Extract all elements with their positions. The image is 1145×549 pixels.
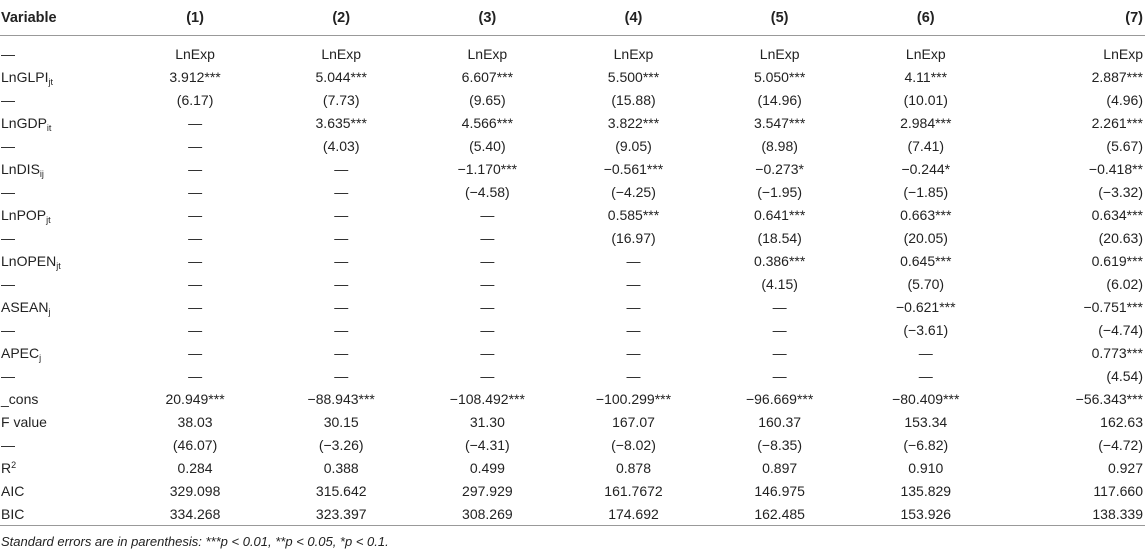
table-cell-col-1: — <box>188 229 203 246</box>
table-row <box>0 479 1145 502</box>
table-cell-col-7: LnExp <box>1103 45 1143 62</box>
row-label-subscript: it <box>46 122 52 133</box>
table-cell-col-1: — <box>188 252 203 269</box>
table-footnote: Standard errors are in parenthesis: ***p < 0.01, **p < 0.05, *p < 0.1. <box>1 534 389 549</box>
row-label <box>0 157 122 180</box>
row-label-subscript: j <box>48 306 51 317</box>
row-label-text: _cons <box>1 390 39 407</box>
table-cell-col-1: — <box>188 367 203 384</box>
table-cell-col-4: — <box>626 275 641 292</box>
table-cell-col-2: (7.73) <box>322 91 360 108</box>
header-col-6: (6) <box>853 0 999 36</box>
table-cell-col-3: 6.607*** <box>461 68 514 85</box>
row-label <box>0 36 122 66</box>
table-cell-col-1: — <box>188 137 203 154</box>
table-cell-col-2: 30.15 <box>323 413 359 430</box>
row-label <box>0 180 122 203</box>
table-cell-col-6: −0.244* <box>901 160 951 177</box>
table-cell-col-5: 3.547*** <box>753 114 806 131</box>
table-row <box>0 203 1145 226</box>
table-row <box>0 180 1145 203</box>
table-cell-col-1: — <box>188 321 203 338</box>
table-cell-col-4: (−8.02) <box>611 436 656 453</box>
table-cell-col-1: 0.284 <box>177 459 213 476</box>
table-cell-col-2: — <box>334 298 349 315</box>
row-label-subscript: jt <box>56 260 61 271</box>
row-label-text: — <box>1 91 15 108</box>
table-cell-col-2: — <box>334 344 349 361</box>
table-cell-col-4: (16.97) <box>611 229 656 246</box>
row-label-text: — <box>1 321 15 338</box>
row-label-text: LnGDP <box>1 114 47 131</box>
table-cell-col-6: 153.926 <box>853 502 999 526</box>
table-cell-col-1: — <box>188 275 203 292</box>
row-label <box>0 111 122 134</box>
table-cell-col-2: — <box>334 160 349 177</box>
table-cell-col-6: (7.41) <box>907 137 945 154</box>
table-cell-col-4: −0.561*** <box>603 160 664 177</box>
table-cell-col-7: 0.927 <box>1107 459 1143 476</box>
table-cell-col-1: (6.17) <box>176 91 214 108</box>
table-cell-col-1: — <box>188 160 203 177</box>
row-label <box>0 272 122 295</box>
table-cell-col-1: — <box>188 183 203 200</box>
table-cell-col-1: 20.949*** <box>165 390 225 407</box>
table-cell-col-3: (5.40) <box>469 137 506 154</box>
table-cell-col-6: (−6.82) <box>903 436 949 453</box>
table-cell-col-4: (15.88) <box>611 91 656 108</box>
table-cell-col-5: — <box>772 321 787 338</box>
row-label-subscript: jt <box>48 76 53 87</box>
row-label-text: — <box>1 436 15 453</box>
row-label <box>0 479 122 502</box>
table-cell-col-3: −108.492*** <box>449 390 525 407</box>
table-cell-col-5: LnExp <box>759 45 800 62</box>
table-cell-col-6: — <box>918 367 933 384</box>
table-cell-col-7: (−4.72) <box>1098 436 1143 453</box>
row-label <box>0 203 122 226</box>
table-cell-col-7: 0.634*** <box>1091 206 1143 223</box>
table-cell-col-3: — <box>480 298 495 315</box>
table-cell-col-2: — <box>334 229 349 246</box>
table-cell-col-1: — <box>188 298 203 315</box>
table-cell-col-7: (6.02) <box>1106 275 1143 292</box>
row-label <box>0 387 122 410</box>
row-label <box>0 249 122 272</box>
table-cell-col-2: 5.044*** <box>315 68 367 85</box>
table-cell-col-7: −56.343*** <box>1075 390 1143 407</box>
table-cell-col-4: 0.878 <box>615 459 652 476</box>
table-cell-col-3: 31.30 <box>469 413 505 430</box>
table-cell-col-6: 0.645*** <box>900 252 952 269</box>
row-label <box>0 88 122 111</box>
table-row <box>0 226 1145 249</box>
table-cell-col-6: 153.34 <box>904 413 948 430</box>
table-cell-col-7: (5.67) <box>1106 137 1143 154</box>
table-cell-col-5: (8.98) <box>761 137 798 154</box>
row-label-text: APEC <box>1 344 40 361</box>
table-cell-col-6: 2.984*** <box>900 114 952 131</box>
table-cell-col-6: LnExp <box>905 45 946 62</box>
table-cell-col-1: (46.07) <box>172 436 218 453</box>
table-row <box>0 295 1145 318</box>
table-cell-col-6: −0.621*** <box>895 298 956 315</box>
table-row <box>0 433 1145 456</box>
table-cell-col-4: — <box>626 321 641 338</box>
table-cell-col-3: LnExp <box>467 45 508 62</box>
row-label <box>0 502 122 526</box>
table-cell-col-5: — <box>772 344 787 361</box>
header-col-3: (3) <box>414 0 560 36</box>
table-cell-col-2: 3.635*** <box>315 114 367 131</box>
table-cell-col-5: 0.897 <box>762 459 798 476</box>
table-cell-col-2: — <box>334 206 349 223</box>
row-label-subscript: j <box>39 352 42 363</box>
table-cell-col-2: — <box>334 183 349 200</box>
table-row <box>0 65 1145 88</box>
header-col-7: (7) <box>999 0 1145 36</box>
row-label-subscript: jt <box>46 214 51 225</box>
table-cell-col-1: LnExp <box>175 45 215 62</box>
table-cell-col-4: 0.585*** <box>607 206 660 223</box>
table-cell-col-2: −88.943*** <box>307 390 375 407</box>
table-cell-col-5: 160.37 <box>758 413 802 430</box>
table-cell-col-6: (−3.61) <box>903 321 949 338</box>
table-cell-col-1: 334.268 <box>122 502 268 526</box>
table-cell-col-3: — <box>480 206 495 223</box>
table-cell-col-3: — <box>480 229 495 246</box>
header-col-5: (5) <box>707 0 853 36</box>
table-cell-col-3: −1.170*** <box>457 160 518 177</box>
row-label-text: BIC <box>1 505 25 522</box>
table-row <box>0 134 1145 157</box>
table-cell-col-1: 38.03 <box>177 413 213 430</box>
table-cell-col-5: — <box>772 367 787 384</box>
row-label <box>0 318 122 341</box>
table-cell-col-5: (14.96) <box>757 91 802 108</box>
row-label-text: — <box>1 183 15 200</box>
table-cell-col-2: (4.03) <box>322 137 360 154</box>
table-cell-col-3: — <box>480 367 495 384</box>
table-cell-col-7: 2.887*** <box>1091 68 1143 85</box>
table-cell-col-5: 0.641*** <box>753 206 806 223</box>
row-label <box>0 226 122 249</box>
table-cell-col-5: 162.485 <box>707 502 853 526</box>
row-label <box>0 341 122 364</box>
table-row <box>0 272 1145 295</box>
table-cell-col-7: (4.54) <box>1106 367 1143 384</box>
table-cell-col-3: (9.65) <box>469 91 506 108</box>
header-col-4: (4) <box>560 0 706 36</box>
table-cell-col-4: — <box>626 367 641 384</box>
table-cell-col-2: LnExp <box>321 45 362 62</box>
row-label-text: ASEAN <box>1 298 49 315</box>
table-cell-col-6: −80.409*** <box>892 390 960 407</box>
table-cell-col-5: 0.386*** <box>753 252 806 269</box>
table-cell-col-4: — <box>626 252 641 269</box>
table-row <box>0 364 1145 387</box>
table-cell-col-6: (−1.85) <box>903 183 949 200</box>
table-cell-col-5: (4.15) <box>761 275 798 292</box>
table-cell-col-4: 3.822*** <box>607 114 660 131</box>
table-cell-col-6: (5.70) <box>907 275 945 292</box>
table-cell-col-6: 4.11*** <box>904 68 948 85</box>
table-cell-col-2: — <box>334 252 349 269</box>
row-label-text: — <box>1 229 15 246</box>
table-body <box>0 36 1145 526</box>
table-cell-col-1: — <box>188 344 203 361</box>
table-cell-col-4: 161.7672 <box>604 482 663 499</box>
row-label-text: F value <box>1 413 47 430</box>
table-cell-col-3: (−4.31) <box>464 436 510 453</box>
table-cell-col-7: 138.339 <box>999 502 1145 526</box>
table-cell-col-1: — <box>188 114 203 131</box>
table-cell-col-5: −96.669*** <box>745 390 814 407</box>
table-cell-col-4: 5.500*** <box>607 68 660 85</box>
table-row <box>0 36 1145 66</box>
table-cell-col-3: — <box>480 344 495 361</box>
header-col-1: (1) <box>122 0 268 36</box>
row-label-text: — <box>1 137 15 154</box>
table-cell-col-3: 297.929 <box>462 482 513 499</box>
table-cell-col-6: (20.05) <box>903 229 948 246</box>
row-label-text: — <box>1 367 15 384</box>
table-cell-col-3: 4.566*** <box>461 114 514 131</box>
table-row <box>0 456 1145 479</box>
row-label-subscript: ij <box>39 168 44 179</box>
table-cell-col-4: 167.07 <box>612 413 655 430</box>
table-cell-col-7: 117.660 <box>1093 482 1143 499</box>
table-cell-col-6: 0.663*** <box>900 206 952 223</box>
table-cell-col-5: −0.273* <box>755 160 804 177</box>
header-row <box>0 0 1145 36</box>
table-cell-col-3: — <box>480 275 495 292</box>
table-cell-col-6: 135.829 <box>900 482 952 499</box>
table-cell-col-2: 323.397 <box>268 502 414 526</box>
table-cell-col-4: — <box>626 344 641 361</box>
table-cell-col-6: (10.01) <box>903 91 948 108</box>
table-cell-col-5: 5.050*** <box>753 68 806 85</box>
table-row <box>0 341 1145 364</box>
table-cell-col-3: — <box>480 252 495 269</box>
table-row <box>0 387 1145 410</box>
table-cell-col-6: 0.910 <box>908 459 944 476</box>
table-cell-col-3: 0.499 <box>469 459 505 476</box>
table-cell-col-7: −0.751*** <box>1083 298 1143 315</box>
table-cell-col-7: 2.261*** <box>1091 114 1143 131</box>
table-cell-col-2: 0.388 <box>323 459 359 476</box>
table-cell-col-1: — <box>188 206 203 223</box>
row-label-text: — <box>1 275 15 292</box>
table-cell-col-5: 146.975 <box>754 482 805 499</box>
table-cell-col-7: (20.63) <box>1098 229 1143 246</box>
table-row <box>0 410 1145 433</box>
table-cell-col-1: 329.098 <box>169 482 221 499</box>
table-cell-col-6: — <box>918 344 933 361</box>
table-cell-col-7: 162.63 <box>1100 413 1143 430</box>
row-label <box>0 456 122 479</box>
table-cell-col-3: 308.269 <box>414 502 560 526</box>
row-label <box>0 433 122 456</box>
table-cell-col-2: — <box>334 275 349 292</box>
table-cell-col-5: (−1.95) <box>757 183 802 200</box>
row-label <box>0 410 122 433</box>
table-cell-col-7: (4.96) <box>1106 91 1143 108</box>
table-cell-col-4: −100.299*** <box>595 390 672 407</box>
table-cell-col-1: 3.912*** <box>169 68 221 85</box>
row-label-text: LnDIS <box>1 160 40 177</box>
row-label <box>0 65 122 88</box>
row-label <box>0 295 122 318</box>
table-cell-col-2: (−3.26) <box>318 436 364 453</box>
table-row <box>0 157 1145 180</box>
row-label-superscript: 2 <box>11 459 17 470</box>
table-cell-col-4: (9.05) <box>615 137 652 154</box>
table-cell-col-4: (−4.25) <box>611 183 656 200</box>
table-cell-col-7: 0.773*** <box>1091 344 1143 361</box>
table-cell-col-2: — <box>334 367 349 384</box>
table-cell-col-5: (−8.35) <box>757 436 802 453</box>
table-cell-col-4: — <box>626 298 641 315</box>
table-row <box>0 502 1145 526</box>
header-variable: Variable <box>0 0 122 36</box>
row-label-text: LnGLPI <box>1 68 49 85</box>
row-label <box>0 364 122 387</box>
table-row <box>0 88 1145 111</box>
table-row <box>0 249 1145 272</box>
table-cell-col-2: — <box>334 321 349 338</box>
table-row <box>0 111 1145 134</box>
table-cell-col-7: (−4.74) <box>1098 321 1143 338</box>
row-label-text: LnPOP <box>1 206 47 223</box>
table-cell-col-7: 0.619*** <box>1091 252 1143 269</box>
table-cell-col-5: — <box>772 298 787 315</box>
row-label-text: R <box>1 459 12 476</box>
table-cell-col-4: LnExp <box>613 45 654 62</box>
table-cell-col-7: (−3.32) <box>1098 183 1143 200</box>
table-cell-col-5: (18.54) <box>757 229 802 246</box>
table-cell-col-3: (−4.58) <box>464 183 510 200</box>
table-cell-col-3: — <box>480 321 495 338</box>
row-label-text: LnOPEN <box>1 252 57 269</box>
header-col-2: (2) <box>268 0 414 36</box>
row-label <box>0 134 122 157</box>
row-label-text: AIC <box>1 482 25 499</box>
table-cell-col-2: 315.642 <box>315 482 367 499</box>
row-label-text: — <box>1 45 15 62</box>
table-cell-col-7: −0.418** <box>1088 160 1143 177</box>
table-row <box>0 318 1145 341</box>
table-cell-col-4: 174.692 <box>560 502 706 526</box>
